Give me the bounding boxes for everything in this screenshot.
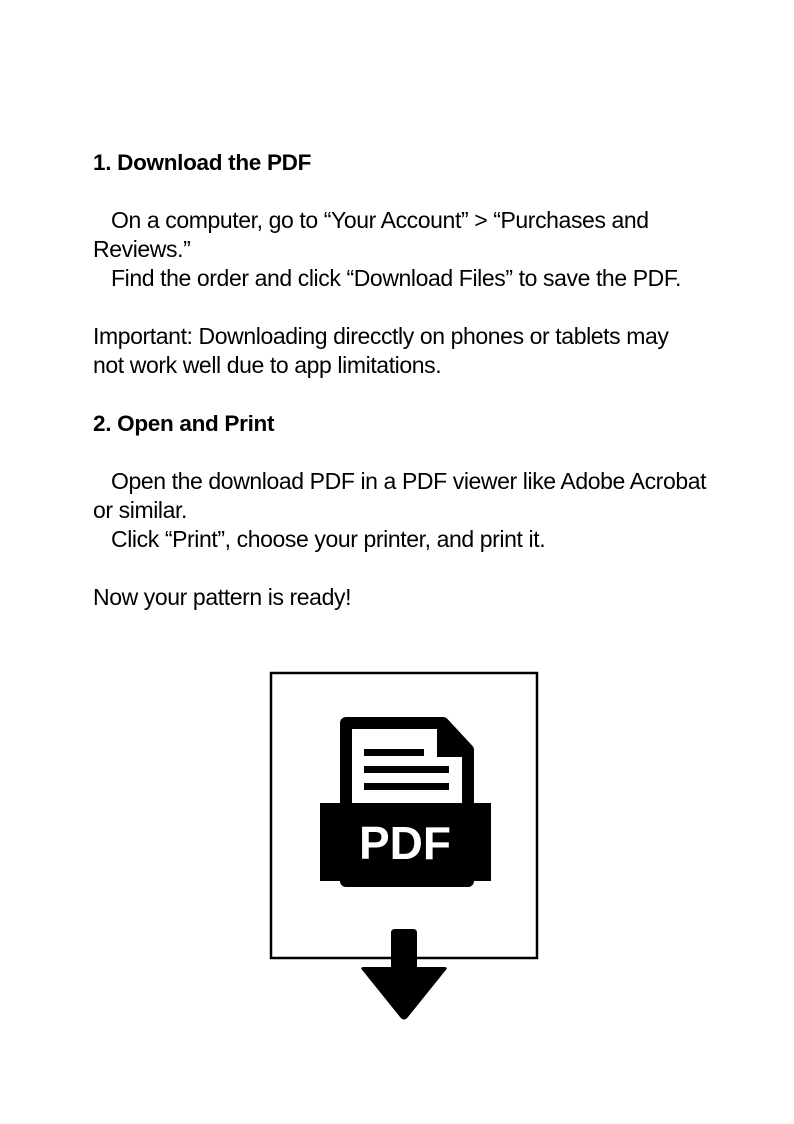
pdf-label: PDF xyxy=(359,817,451,869)
instruction-line xyxy=(93,264,723,293)
text-line-icon xyxy=(364,749,424,756)
download-arrow-icon xyxy=(361,929,447,1020)
pdf-download-icon xyxy=(269,671,539,1023)
section-heading-download: 1. Download the PDF xyxy=(93,150,312,175)
closing-line: Now your pattern is ready! xyxy=(93,584,352,610)
spacer xyxy=(93,177,723,206)
text-line-icon xyxy=(364,783,449,790)
instructions xyxy=(93,148,723,612)
spacer xyxy=(93,554,723,583)
instruction-line: Reviews.” xyxy=(93,236,191,262)
instruction-text: Open the download PDF in a PDF viewer like Adobe Acrobat xyxy=(111,468,707,494)
section-heading-print: 2. Open and Print xyxy=(93,411,275,436)
text-line-icon xyxy=(364,766,449,773)
instruction-text: On a computer, go to “Your Account” > “Purchases and xyxy=(111,207,649,233)
spacer xyxy=(93,293,723,322)
important-note: not work well due to app limitations. xyxy=(93,352,442,378)
spacer xyxy=(93,380,723,409)
instruction-text: Click “Print”, choose your printer, and print it. xyxy=(111,526,546,552)
spacer xyxy=(93,438,723,467)
instruction-line xyxy=(93,525,723,554)
important-note: Important: Downloading direcctly on phones or tablets may xyxy=(93,323,669,349)
instruction-text: Find the order and click “Download Files” to save the PDF. xyxy=(111,265,681,291)
instruction-line xyxy=(93,467,723,496)
instruction-line: or similar. xyxy=(93,497,188,523)
instruction-line xyxy=(93,206,723,235)
